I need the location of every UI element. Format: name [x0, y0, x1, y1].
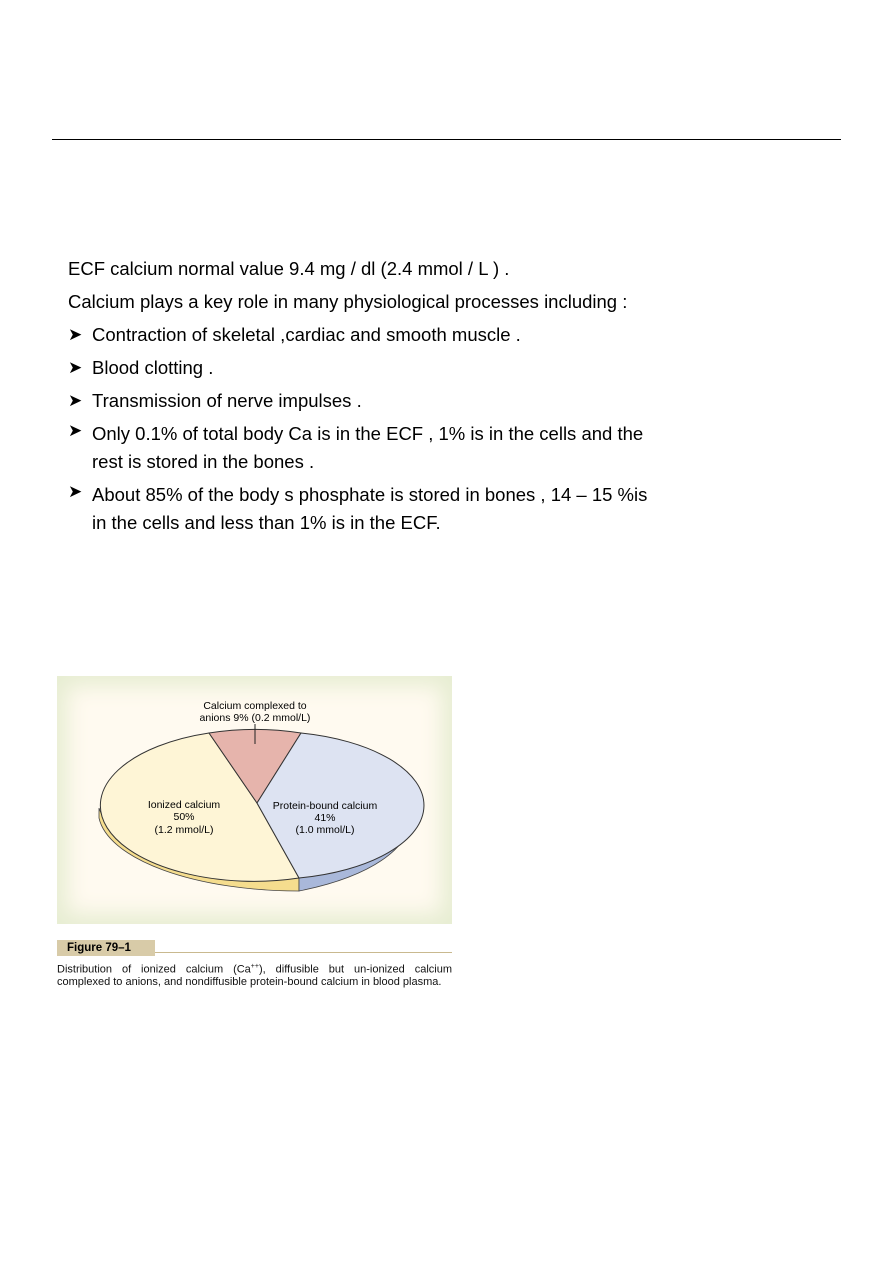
figure-number: Figure 79–1 — [57, 940, 155, 956]
bullet-text-cont: rest is stored in the bones . — [92, 451, 315, 472]
label-ionized-1: Ionized calcium — [147, 799, 221, 811]
caption-text-pre: Distribution of ionized calcium (Ca — [57, 963, 251, 976]
label-ionized-3: (1.2 mmol/L) — [154, 824, 214, 836]
list-item — [68, 351, 748, 384]
bullet-list — [68, 318, 748, 539]
header-rule — [52, 139, 841, 140]
label-ionized-2: 50% — [173, 811, 195, 823]
list-item — [68, 478, 748, 539]
bullet-text: Transmission of nerve impulses . — [92, 390, 362, 411]
bullet-text-cont: in the cells and less than 1% is in the ECF. — [92, 512, 441, 533]
arrow-bullet-icon: ➤ — [68, 482, 83, 501]
list-item — [68, 318, 748, 351]
bullet-text: Only 0.1% of total body Ca is in the ECF , 1% is in the cells and the — [92, 423, 644, 444]
caption-superscript: ++ — [250, 963, 259, 970]
bullet-text: About 85% of the body s phosphate is stored in bones , 14 – 15 %is — [92, 484, 648, 505]
label-complexed-1: Calcium complexed to — [203, 700, 307, 712]
arrow-bullet-icon: ➤ — [68, 391, 83, 410]
caption-text-post: ), diffusible but un-ionized calcium complexed to anions, and nondiffusible protein-bound calcium in blood plasma. — [57, 963, 452, 988]
text-line-2: Calcium plays a key role in many physiological processes including : — [68, 291, 628, 312]
list-item — [68, 384, 748, 417]
figure-caption — [57, 961, 452, 988]
label-complexed-2: anions 9% (0.2 mmol/L) — [199, 712, 311, 724]
label-protein-3: (1.0 mmol/L) — [295, 824, 355, 836]
label-protein-2: 41% — [314, 812, 336, 824]
arrow-bullet-icon: ➤ — [68, 421, 83, 440]
text-line-1: ECF calcium normal value 9.4 mg / dl (2.4 mmol / L ) . — [68, 258, 510, 279]
bullet-text: Blood clotting . — [92, 357, 214, 378]
figure-label-bar — [57, 936, 452, 953]
arrow-bullet-icon: ➤ — [68, 358, 83, 377]
pie-chart — [57, 676, 452, 924]
label-protein-1: Protein-bound calcium — [272, 800, 378, 812]
main-text — [68, 252, 748, 539]
pie-figure — [57, 676, 452, 924]
arrow-bullet-icon: ➤ — [68, 325, 83, 344]
bullet-text: Contraction of skeletal ,cardiac and smooth muscle . — [92, 324, 521, 345]
list-item — [68, 417, 748, 478]
